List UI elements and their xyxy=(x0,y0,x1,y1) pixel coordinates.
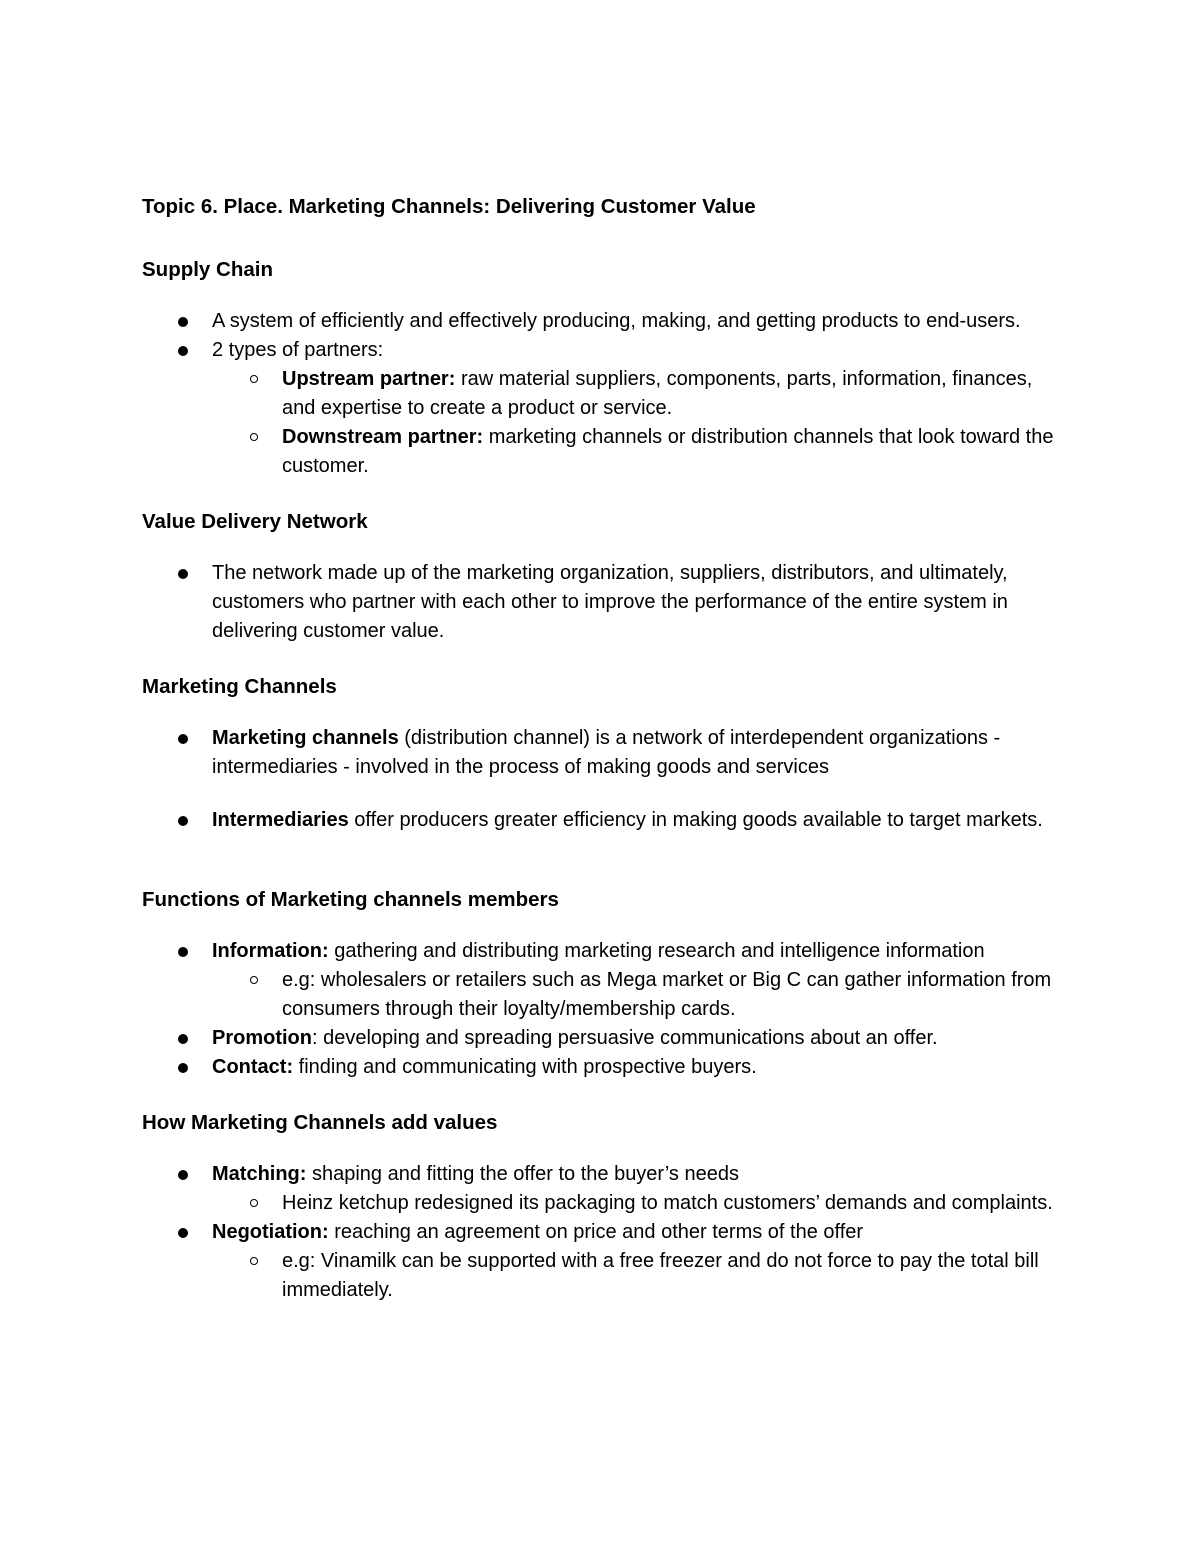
document-title: Topic 6. Place. Marketing Channels: Delivering Customer Value xyxy=(142,195,756,218)
list-item xyxy=(212,1218,1070,1305)
bullet-list xyxy=(142,559,1070,646)
term-description: (distribution channel) is a network of interdependent organizations - intermediaries - involved in the process of making goods and services xyxy=(212,727,1001,778)
sub-bullet-list xyxy=(212,1189,1070,1218)
section-heading: How Marketing Channels add values xyxy=(142,1111,498,1134)
hollow-bullet-icon xyxy=(250,1257,258,1265)
list-item-text: The network made up of the marketing organization, suppliers, distributors, and ultimately, customers who partner with each other to improve the performance of the entire system in delivering customer value. xyxy=(212,562,1008,642)
hollow-bullet-icon xyxy=(250,976,258,984)
list-item xyxy=(212,307,1070,336)
section-functions xyxy=(142,885,1070,1082)
list-item xyxy=(212,559,1070,646)
list-item xyxy=(212,336,1070,481)
sub-list-item xyxy=(282,423,1070,481)
hollow-bullet-icon xyxy=(250,1199,258,1207)
filled-bullet-icon xyxy=(178,947,188,957)
example-text: Heinz ketchup redesigned its packaging to match customers’ demands and complaints. xyxy=(282,1192,1053,1214)
list-item xyxy=(212,937,1070,1024)
term-label: Information: xyxy=(212,940,329,962)
list-item xyxy=(212,1024,1070,1053)
filled-bullet-icon xyxy=(178,1228,188,1238)
example-text: e.g: wholesalers or retailers such as Mega market or Big C can gather information from consumers through their loyalty/membership cards. xyxy=(282,969,1052,1020)
filled-bullet-icon xyxy=(178,346,188,356)
term-label: Contact: xyxy=(212,1056,294,1078)
section-value-delivery-network xyxy=(142,507,1070,646)
sub-bullet-list xyxy=(212,365,1070,481)
sub-list-item xyxy=(282,966,1070,1024)
term-description: shaping and fitting the offer to the buyer’s needs xyxy=(306,1163,739,1185)
bullet-list xyxy=(142,1160,1070,1305)
section-supply-chain xyxy=(142,255,1070,481)
section-add-values xyxy=(142,1108,1070,1305)
list-item xyxy=(212,1053,1070,1082)
list-item xyxy=(212,1160,1070,1218)
sub-bullet-list xyxy=(212,966,1070,1024)
term-label: Downstream partner: xyxy=(282,426,484,448)
list-item-text: A system of efficiently and effectively producing, making, and getting products to end-users. xyxy=(212,310,1021,332)
sub-bullet-list xyxy=(212,1247,1070,1305)
sub-list-item xyxy=(282,1247,1070,1305)
term-description: finding and communicating with prospective buyers. xyxy=(293,1056,757,1078)
bullet-list xyxy=(142,937,1070,1082)
term-description: gathering and distributing marketing research and intelligence information xyxy=(328,940,985,962)
section-heading: Marketing Channels xyxy=(142,675,337,698)
filled-bullet-icon xyxy=(178,569,188,579)
section-heading: Functions of Marketing channels members xyxy=(142,888,559,911)
list-item xyxy=(212,806,1070,835)
term-label: Promotion xyxy=(212,1027,312,1049)
term-description: offer producers greater efficiency in making goods available to target markets. xyxy=(348,809,1043,831)
term-label: Upstream partner: xyxy=(282,368,456,390)
bullet-list xyxy=(142,724,1070,835)
hollow-bullet-icon xyxy=(250,375,258,383)
term-label: Marketing channels xyxy=(212,727,399,749)
list-item xyxy=(212,724,1070,782)
filled-bullet-icon xyxy=(178,1170,188,1180)
bullet-list xyxy=(142,307,1070,481)
term-label: Negotiation: xyxy=(212,1221,329,1243)
term-label: Matching: xyxy=(212,1163,307,1185)
section-marketing-channels xyxy=(142,672,1070,835)
term-description: raw material suppliers, components, parts, information, finances, and expertise to create a product or service. xyxy=(282,368,1033,419)
hollow-bullet-icon xyxy=(250,433,258,441)
sub-list-item xyxy=(282,365,1070,423)
filled-bullet-icon xyxy=(178,317,188,327)
filled-bullet-icon xyxy=(178,816,188,826)
term-description: marketing channels or distribution channels that look toward the customer. xyxy=(282,426,1054,477)
term-description: : developing and spreading persuasive communications about an offer. xyxy=(312,1027,938,1049)
term-label: Intermediaries xyxy=(212,809,349,831)
filled-bullet-icon xyxy=(178,1063,188,1073)
section-heading: Supply Chain xyxy=(142,258,273,281)
section-heading: Value Delivery Network xyxy=(142,510,368,533)
filled-bullet-icon xyxy=(178,734,188,744)
sub-list-item xyxy=(282,1189,1070,1218)
list-item-text: 2 types of partners: xyxy=(212,339,384,361)
example-text: e.g: Vinamilk can be supported with a free freezer and do not force to pay the total bill immediately. xyxy=(282,1250,1039,1301)
filled-bullet-icon xyxy=(178,1034,188,1044)
term-description: reaching an agreement on price and other terms of the offer xyxy=(328,1221,864,1243)
